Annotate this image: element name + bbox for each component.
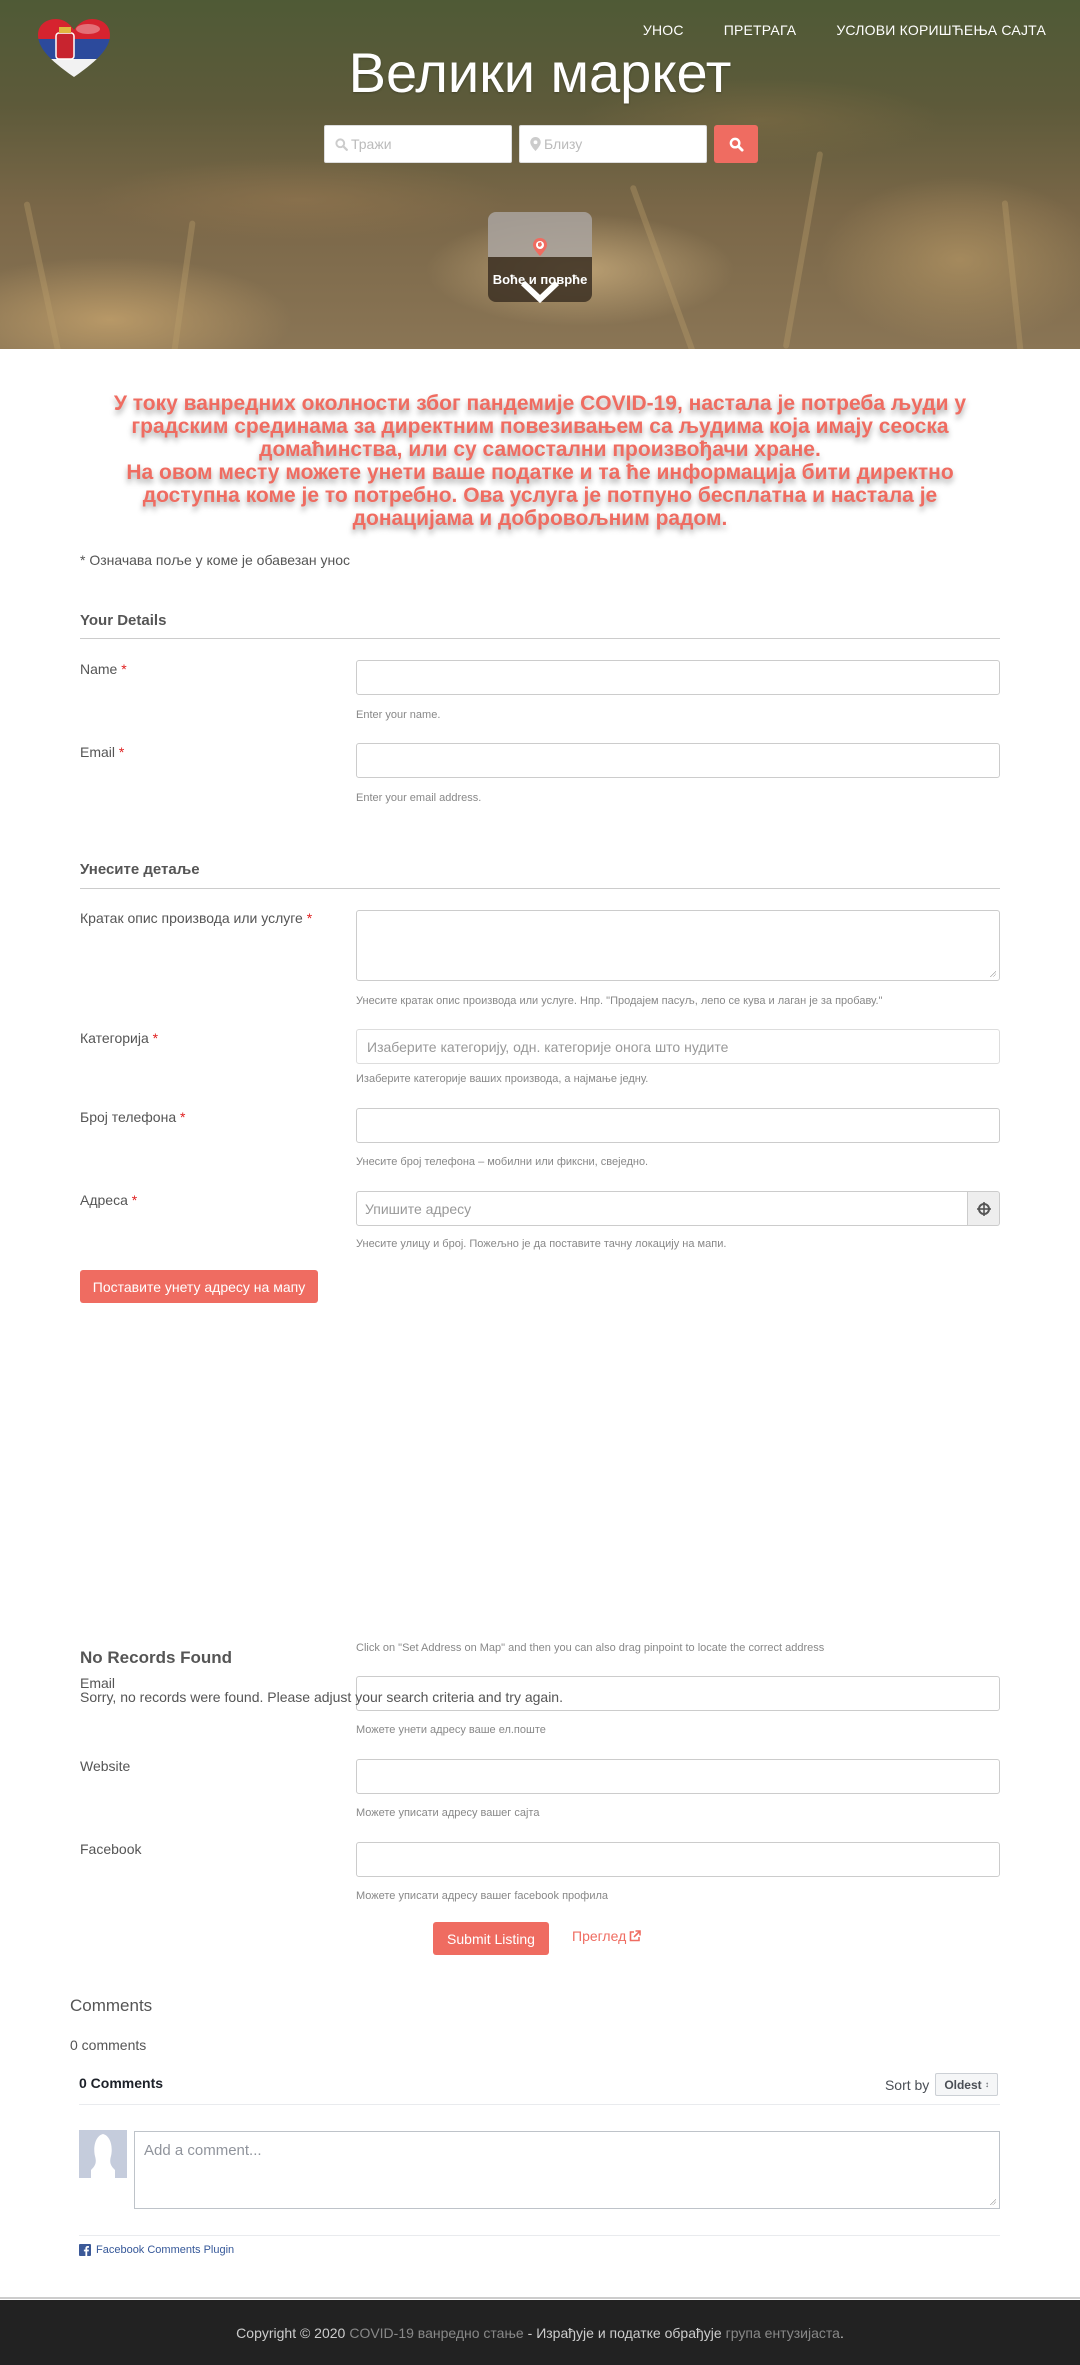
preview-link[interactable]: Преглед [572, 1928, 641, 1944]
section-divider [80, 638, 1000, 639]
website-label: Website [80, 1758, 131, 1774]
external-link-icon [629, 1930, 641, 1942]
notice-paragraph-2: На овом месту можете унети ваше податке и та ће информација бити директно доступна коме је то потребно. Ова услуга је потпуно бесплатна и настала је донацијама и добровољним радом. [126, 461, 954, 530]
resize-handle-icon[interactable] [989, 970, 996, 977]
description-help: Унесите кратак опис производа или услуге. Нпр. "Продајем пасуљ, лепо се кува и лаган је за пробаву." [356, 995, 883, 1007]
group-link[interactable]: група ентузијаста [725, 2324, 840, 2341]
map-marker-icon [530, 137, 541, 151]
required-marker: * [306, 910, 313, 926]
category-placeholder: Изаберите категорију, одн. категорије онога што нудите [367, 1038, 729, 1055]
contact-email-label: Email [80, 1675, 116, 1691]
email-help: Enter your email address. [356, 792, 482, 804]
set-address-on-map-button[interactable]: Поставите унету адресу на мапу [80, 1270, 318, 1303]
chevron-down-icon[interactable] [519, 279, 561, 305]
category-label: Категорија * [80, 1030, 159, 1046]
phone-field[interactable] [356, 1108, 1000, 1143]
sort-arrows-icon: ↕ [985, 2080, 989, 2089]
footer: Copyright © 2020 COVID-19 ванредно стање - Израђује и податке обрађује група ентузијаста . [0, 2300, 1080, 2365]
nav-terms[interactable]: УСЛОВИ КОРИШЋЕЊА САЈТА [836, 22, 1046, 38]
email-field[interactable] [356, 743, 1000, 778]
resize-handle-icon[interactable] [989, 2198, 996, 2205]
name-help: Enter your name. [356, 709, 441, 721]
website-help: Можете уписати адресу вашег сајта [356, 1807, 540, 1819]
facebook-icon [79, 2244, 91, 2256]
hero-banner [0, 0, 1080, 349]
section-divider [80, 888, 1000, 889]
comment-input[interactable]: Add a comment... [134, 2131, 1000, 2209]
search-icon [729, 137, 744, 152]
description-label: Кратак опис производа или услуге * [80, 910, 313, 926]
facebook-label: Facebook [80, 1841, 142, 1857]
search-icon [335, 138, 348, 151]
email-label: Email * [80, 744, 125, 760]
search-button[interactable] [714, 125, 758, 163]
phone-label: Број телефона * [80, 1109, 186, 1125]
sort-select[interactable]: Oldest ↕ [935, 2073, 998, 2096]
footer-divider [0, 2297, 1080, 2299]
facebook-plugin-link[interactable]: Facebook Comments Plugin [79, 2244, 234, 2256]
address-placeholder: Упишите адресу [365, 1200, 472, 1217]
main-nav [643, 22, 1046, 38]
facebook-help: Можете уписати адресу вашег facebook профила [356, 1890, 608, 1902]
required-marker: * [131, 1192, 138, 1208]
description-textarea[interactable] [356, 910, 1000, 981]
required-marker: * [121, 661, 127, 677]
fb-comments-count: 0 Comments [79, 2075, 164, 2091]
map-canvas[interactable] [80, 1315, 1000, 1635]
keyword-placeholder: Тражи [351, 136, 392, 152]
required-marker: * [118, 744, 125, 760]
contact-email-help: Можете унети адресу ваше ел.поште [356, 1724, 546, 1736]
divider [79, 2235, 1000, 2236]
comments-heading: Comments [70, 1996, 153, 2015]
website-field[interactable] [356, 1759, 1000, 1794]
nav-pretraga[interactable]: ПРЕТРАГА [723, 22, 797, 38]
address-field[interactable] [356, 1191, 968, 1226]
comments-count: 0 comments [70, 2037, 147, 2053]
globe-pin-icon [533, 238, 547, 256]
nav-unos[interactable]: УНОС [642, 22, 684, 38]
site-link[interactable]: COVID-19 ванредно стање [349, 2324, 524, 2341]
phone-help: Унесите број телефона – мобилни или фиксни, свеједно. [356, 1156, 649, 1168]
location-search-input[interactable] [519, 125, 707, 163]
divider [79, 2104, 1000, 2105]
section-title-details: Унесите детаље [80, 861, 200, 878]
section-title-your-details: Your Details [80, 612, 167, 629]
keyword-search-input[interactable] [324, 125, 512, 163]
required-marker: * [180, 1109, 186, 1125]
address-help: Унесите улицу и број. Пожељно је да поставите тачну локацију на мапи. [356, 1238, 727, 1250]
search-bar [324, 125, 758, 163]
category-select[interactable] [356, 1029, 1000, 1064]
sort-control [885, 2073, 998, 2096]
name-label: Name * [80, 661, 127, 677]
sort-label: Sort by [884, 2076, 930, 2093]
locate-me-button[interactable] [968, 1191, 1000, 1226]
no-records-title: No Records Found [80, 1648, 233, 1667]
name-field[interactable] [356, 660, 1000, 695]
category-card-label: Воће и поврће [492, 272, 588, 287]
crosshairs-icon [976, 1201, 992, 1217]
required-marker: * [152, 1030, 159, 1046]
covid-notice [90, 392, 990, 530]
category-help: Изаберите категорије ваших производа, а најмање једну. [356, 1073, 649, 1085]
no-records-text: Sorry, no records were found. Please adjust your search criteria and try again. [80, 1689, 563, 1705]
copyright-text: Copyright © 2020 [236, 2324, 346, 2341]
notice-paragraph-1: У току ванредних околности због пандемије COVID-19, настала је потреба људи у градским срединама за директним повезивањем са људима која имају сеоска домаћинства, или су самостални произвођачи хране. [113, 392, 967, 461]
footer-middle-text: - Израђује и податке обрађује [527, 2324, 722, 2341]
address-label: Адреса * [80, 1192, 138, 1208]
submit-listing-button[interactable]: Submit Listing [433, 1922, 549, 1955]
required-field-note: * Означава поље у коме је обавезан унос [80, 552, 351, 568]
facebook-field[interactable] [356, 1842, 1000, 1877]
avatar [79, 2130, 127, 2178]
location-placeholder: Близу [544, 136, 583, 152]
site-title[interactable]: Велики маркет [348, 41, 732, 104]
address-group [356, 1191, 1000, 1226]
map-help: Click on "Set Address on Map" and then you can also drag pinpoint to locate the correct address [356, 1642, 825, 1654]
